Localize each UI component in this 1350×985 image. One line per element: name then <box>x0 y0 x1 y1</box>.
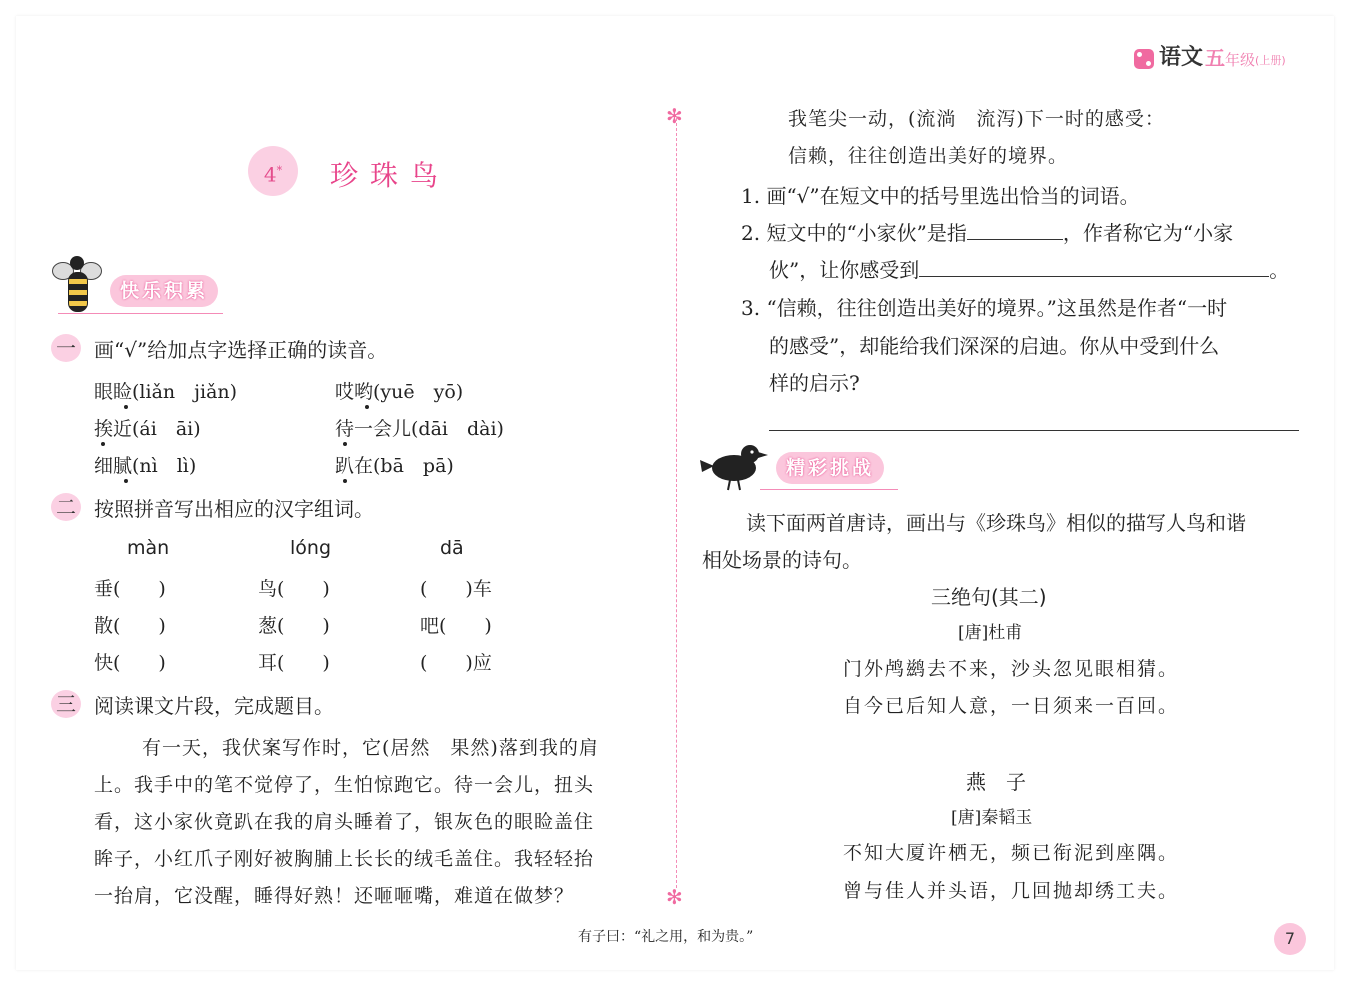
word-blank[interactable]: 葱( ) <box>258 615 330 637</box>
passage-line: 眸子，小红爪子刚好被胸脯上长长的绒毛盖住。我轻轻抬 <box>94 848 595 870</box>
bird-icon <box>700 442 770 492</box>
passage-line: 有一天，我伏案写作时，它(居然 果然)落到我的肩 <box>142 737 599 759</box>
word-blank[interactable]: ( )车 <box>420 578 492 600</box>
emphasis-dot <box>343 479 347 483</box>
brand-grade-word: 年级 <box>1225 51 1256 69</box>
emphasis-dot <box>365 405 369 409</box>
lesson-optional-mark: * <box>276 164 283 177</box>
page-divider <box>676 118 677 888</box>
bee-icon <box>52 258 108 314</box>
section-banner-accumulate: 快乐积累 <box>110 275 218 307</box>
passage-line: 上。我手中的笔不觉停了，生怕惊跑它。待一会儿，扭头 <box>94 774 595 796</box>
poem-1-author: [唐]杜甫 <box>958 623 1023 643</box>
pinyin-choice-item[interactable]: 细腻(nì lì) <box>94 455 197 477</box>
emphasis-dot <box>343 442 347 446</box>
word-blank[interactable]: 垂( ) <box>94 578 166 600</box>
poem-1-title: 三绝句(其二) <box>931 585 1047 609</box>
word-blank[interactable]: 鸟( ) <box>258 578 330 600</box>
question-2-prompt: 按照拼音写出相应的汉字组词。 <box>94 497 374 521</box>
sub-question-2 <box>741 217 1233 246</box>
lesson-title: 珍珠鸟 <box>330 159 451 192</box>
answer-blank[interactable] <box>967 239 1063 240</box>
pinyin-choice-item[interactable]: 挨近(ái āi) <box>94 418 201 440</box>
question-number-3: 三 <box>51 690 81 718</box>
page-number: 7 <box>1274 923 1306 955</box>
word-blank[interactable]: ( )应 <box>420 652 492 674</box>
pinyin-choice-item[interactable]: 哎哟(yuē yō) <box>335 381 464 403</box>
sub-question-2-text: 2. 短文中的“小家伙”是指 <box>741 221 967 245</box>
sub-question-2-text: ，作者称它为“小家 <box>1062 221 1234 245</box>
sub-question-3-line: 样的启示? <box>769 371 860 395</box>
poem-line: 曾与佳人并头语，几回抛却绣工夫。 <box>843 880 1180 902</box>
lesson-number: 4 <box>263 162 277 187</box>
pinyin-label: lóng <box>290 537 332 559</box>
brand-volume: (上册) <box>1255 54 1286 67</box>
poem-line: 自今已后知人意，一日须来一百回。 <box>843 695 1180 717</box>
star-icon: ✻ <box>666 104 683 128</box>
star-icon: ✻ <box>666 885 683 909</box>
word-blank[interactable]: 吧( ) <box>420 615 492 637</box>
brand-subject: 语文 <box>1159 45 1204 70</box>
sub-question-3: 3. “信赖，往往创造出美好的境界。”这虽然是作者“一时 <box>741 296 1228 320</box>
poem-2-author: [唐]秦韬玉 <box>951 808 1033 828</box>
emphasis-dot <box>101 442 105 446</box>
challenge-intro-line: 相处场景的诗句。 <box>702 548 862 572</box>
passage-line: 信赖，往往创造出美好的境界。 <box>788 145 1069 167</box>
emphasis-dot <box>124 479 128 483</box>
question-1-prompt: 画“√”给加点字选择正确的读音。 <box>94 338 388 362</box>
poem-line: 门外鸬鹚去不来，沙头忽见眼相猜。 <box>843 658 1180 680</box>
question-number-2: 二 <box>51 493 81 521</box>
pinyin-choice-item[interactable]: 眼睑(liǎn jiǎn) <box>94 381 238 403</box>
brand-grade-number: 五 <box>1205 46 1226 70</box>
answer-blank[interactable] <box>919 276 1269 277</box>
section-banner-challenge: 精彩挑战 <box>776 452 884 484</box>
book-brand <box>1134 44 1286 72</box>
emphasis-dot <box>124 405 128 409</box>
banner-underline <box>58 313 223 314</box>
banner-underline <box>760 489 898 490</box>
passage-line: 一抬肩，它没醒，睡得好熟！还咂咂嘴，难道在做梦？ <box>94 885 575 907</box>
word-blank[interactable]: 耳( ) <box>258 652 330 674</box>
question-number-1: 一 <box>51 334 81 362</box>
pinyin-label: màn <box>127 537 170 559</box>
question-3-prompt: 阅读课文片段，完成题目。 <box>94 694 334 718</box>
lesson-number-badge <box>248 146 298 196</box>
word-blank[interactable]: 快( ) <box>94 652 166 674</box>
sub-question-2-text: 。 <box>1269 258 1290 282</box>
sub-question-2-cont <box>769 254 1289 283</box>
word-blank[interactable]: 散( ) <box>94 615 166 637</box>
pinyin-label: dā <box>440 537 464 559</box>
pinyin-choice-item[interactable]: 趴在(bā pā) <box>335 455 454 477</box>
footer-quote: 有子曰：“礼之用，和为贵。” <box>578 929 754 945</box>
passage-line: 看，这小家伙竟趴在我的肩头睡着了，银灰色的眼睑盖住 <box>94 811 595 833</box>
dice-icon <box>1134 49 1154 69</box>
answer-line[interactable] <box>769 430 1299 431</box>
challenge-intro-line: 读下面两首唐诗，画出与《珍珠鸟》相似的描写人鸟和谐 <box>746 511 1246 535</box>
sub-question-1: 1. 画“√”在短文中的括号里选出恰当的词语。 <box>741 184 1140 208</box>
passage-line: 我笔尖一动，(流淌 流泻)下一时的感受： <box>788 108 1165 130</box>
pinyin-choice-item[interactable]: 待一会儿(dāi dài) <box>335 418 504 440</box>
poem-line: 不知大厦许栖无，频已衔泥到座隅。 <box>843 842 1180 864</box>
sub-question-2-text: 伙”，让你感受到 <box>769 258 920 282</box>
sub-question-3-line: 的感受”，却能给我们深深的启迪。你从中受到什么 <box>769 334 1220 358</box>
poem-2-title: 燕 子 <box>966 770 1026 794</box>
